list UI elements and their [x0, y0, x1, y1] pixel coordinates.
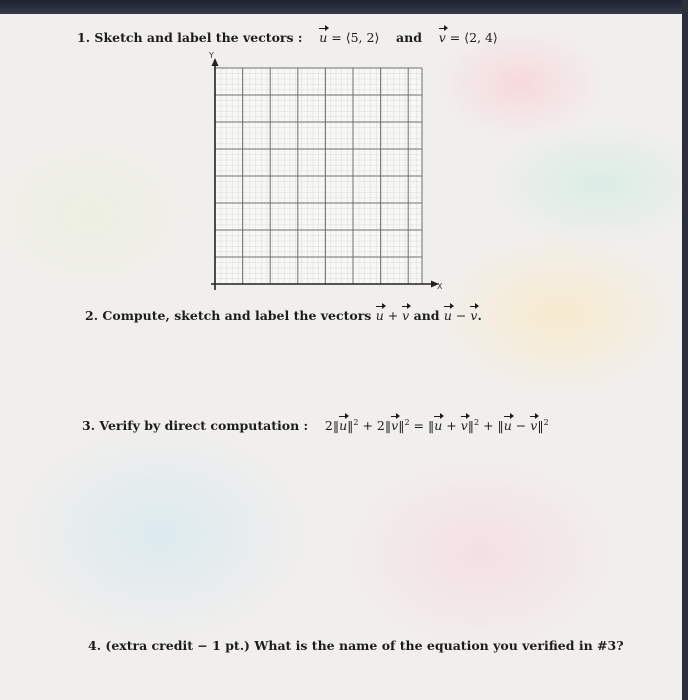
question-1-number: 1. [77, 30, 91, 45]
and-text-2: and [413, 308, 440, 323]
x-axis-label: X [437, 282, 443, 291]
question-3-number: 3. [82, 418, 96, 434]
worksheet-page [0, 14, 682, 700]
vector-v-components: = ⟨2, 4⟩ [445, 30, 498, 45]
sum-expression [376, 308, 410, 323]
vector-u-symbol: u [319, 30, 328, 45]
parallelogram-equation: 2‖u‖$^2$ + 2‖v‖$^2$ = ‖u + v‖$^2$ + ‖u − v‖$^2$ [324, 418, 549, 434]
question-3 [82, 418, 549, 433]
question-1-prompt: Sketch and label the vectors : [94, 30, 303, 45]
sum-u-symbol: u [375, 308, 384, 323]
question-4-number: 4. [88, 638, 102, 653]
vector-u-components: = ⟨5, 2⟩ [327, 30, 380, 45]
dark-top-edge [0, 0, 688, 14]
minus-sign: − [451, 308, 471, 323]
and-text: and [396, 30, 422, 45]
diff-u-symbol: u [443, 308, 452, 323]
question-2-prompt: Compute, sketch and label the vectors [102, 308, 372, 323]
question-3-prompt: Verify by direct computation : [99, 418, 309, 434]
vector-v-symbol: v [438, 30, 446, 45]
plus-sign: + [383, 308, 403, 323]
difference-expression [444, 308, 478, 323]
question-2 [85, 308, 482, 323]
x-axis-arrow-icon [431, 281, 439, 288]
period: . [477, 308, 482, 323]
vector-u-definition [319, 30, 379, 45]
sum-v-symbol: v [402, 308, 410, 323]
vector-v-definition [439, 30, 498, 45]
question-2-number: 2. [85, 308, 99, 323]
question-4-prompt: (extra credit − 1 pt.) What is the name of the equation you verified in #3? [105, 638, 624, 653]
y-axis-arrow-icon [212, 58, 219, 66]
graph-grid [205, 58, 445, 294]
diff-v-symbol: v [470, 308, 478, 323]
question-4 [88, 638, 624, 653]
dark-right-edge [682, 0, 688, 700]
question-1 [77, 30, 498, 45]
y-axis-label: Y [209, 51, 214, 60]
